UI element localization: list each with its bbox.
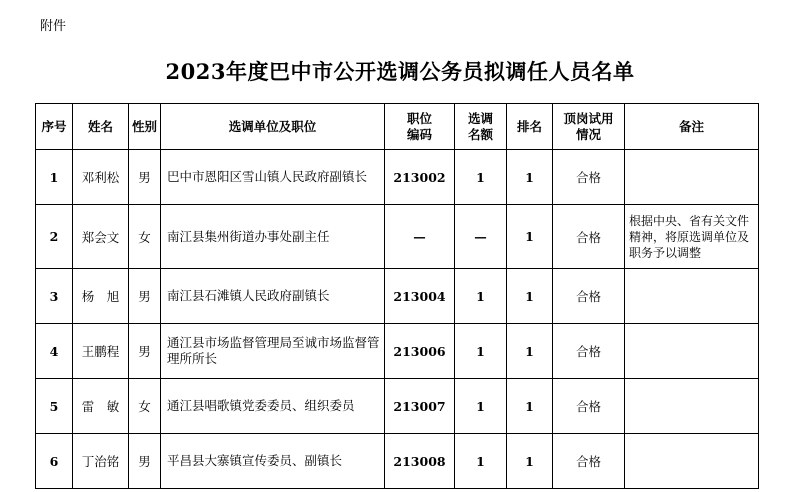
cell-remark: [625, 150, 759, 205]
cell-rank: 1: [507, 324, 553, 379]
cell-name: 郑会文: [73, 205, 129, 269]
cell-quota: 1: [455, 379, 507, 434]
cell-rank: 1: [507, 434, 553, 489]
cell-gender: 女: [129, 379, 161, 434]
document-title: 2023年度巴中市公开选调公务员拟调任人员名单: [165, 59, 635, 84]
table-row: [36, 269, 759, 324]
header-name: 姓名: [73, 104, 129, 150]
header-trial-line1: 顶岗试用: [563, 110, 614, 126]
cell-rank: 1: [507, 205, 553, 269]
header-trial: [553, 104, 625, 150]
header-code: [385, 104, 455, 150]
cell-remark: 根据中央、省有关文件精神，将原选调单位及职务予以调整: [625, 205, 759, 269]
header-code-line1: 职位: [406, 110, 432, 126]
cell-code: 213004: [385, 269, 455, 324]
cell-trial: 合格: [553, 269, 625, 324]
cell-trial: 合格: [553, 379, 625, 434]
cell-trial: 合格: [553, 324, 625, 379]
candidate-table: [35, 103, 759, 489]
cell-unit: 巴中市恩阳区雪山镇人民政府副镇长: [161, 150, 385, 205]
cell-unit: 南江县集州街道办事处副主任: [161, 205, 385, 269]
header-unit: 选调单位及职位: [161, 104, 385, 150]
cell-seq: 5: [36, 379, 73, 434]
cell-seq: 4: [36, 324, 73, 379]
table-row: [36, 150, 759, 205]
header-remark: 备注: [625, 104, 759, 150]
cell-rank: 1: [507, 269, 553, 324]
header-seq: 序号: [36, 104, 73, 150]
cell-name: 王鹏程: [73, 324, 129, 379]
cell-gender: 男: [129, 434, 161, 489]
attachment-label: 附件: [40, 19, 67, 34]
table-header-row: [36, 104, 759, 150]
cell-gender: 男: [129, 150, 161, 205]
cell-gender: 女: [129, 205, 161, 269]
cell-code: 213007: [385, 379, 455, 434]
cell-quota: —: [455, 205, 507, 269]
cell-unit: 南江县石滩镇人民政府副镇长: [161, 269, 385, 324]
cell-name: 雷 敏: [73, 379, 129, 434]
cell-remark: [625, 269, 759, 324]
cell-code: 213002: [385, 150, 455, 205]
cell-name: 丁治铭: [73, 434, 129, 489]
cell-remark: [625, 324, 759, 379]
cell-seq: 3: [36, 269, 73, 324]
cell-unit: 平昌县大寨镇宣传委员、副镇长: [161, 434, 385, 489]
cell-quota: 1: [455, 150, 507, 205]
cell-seq: 1: [36, 150, 73, 205]
cell-code: 213008: [385, 434, 455, 489]
cell-remark: [625, 434, 759, 489]
cell-code: 213006: [385, 324, 455, 379]
header-rank: 排名: [507, 104, 553, 150]
table-row: [36, 324, 759, 379]
cell-quota: 1: [455, 269, 507, 324]
cell-quota: 1: [455, 434, 507, 489]
cell-rank: 1: [507, 379, 553, 434]
cell-seq: 2: [36, 205, 73, 269]
table-row: [36, 205, 759, 269]
header-quota-line1: 选调: [467, 110, 493, 126]
cell-trial: 合格: [553, 205, 625, 269]
cell-remark: [625, 379, 759, 434]
cell-gender: 男: [129, 324, 161, 379]
cell-trial: 合格: [553, 434, 625, 489]
cell-code: —: [385, 205, 455, 269]
header-trial-line2: 情况: [575, 126, 601, 142]
cell-trial: 合格: [553, 150, 625, 205]
cell-unit: 通江县市场监督管理局至诚市场监督管理所所长: [161, 324, 385, 379]
header-quota: [455, 104, 507, 150]
cell-unit: 通江县唱歌镇党委委员、组织委员: [161, 379, 385, 434]
header-quota-line2: 名额: [467, 126, 493, 142]
cell-gender: 男: [129, 269, 161, 324]
cell-seq: 6: [36, 434, 73, 489]
cell-rank: 1: [507, 150, 553, 205]
cell-quota: 1: [455, 324, 507, 379]
table-row: [36, 379, 759, 434]
cell-name: 杨 旭: [73, 269, 129, 324]
header-gender: 性别: [129, 104, 161, 150]
table-row: [36, 434, 759, 489]
header-code-line2: 编码: [406, 126, 432, 142]
cell-name: 邓利松: [73, 150, 129, 205]
